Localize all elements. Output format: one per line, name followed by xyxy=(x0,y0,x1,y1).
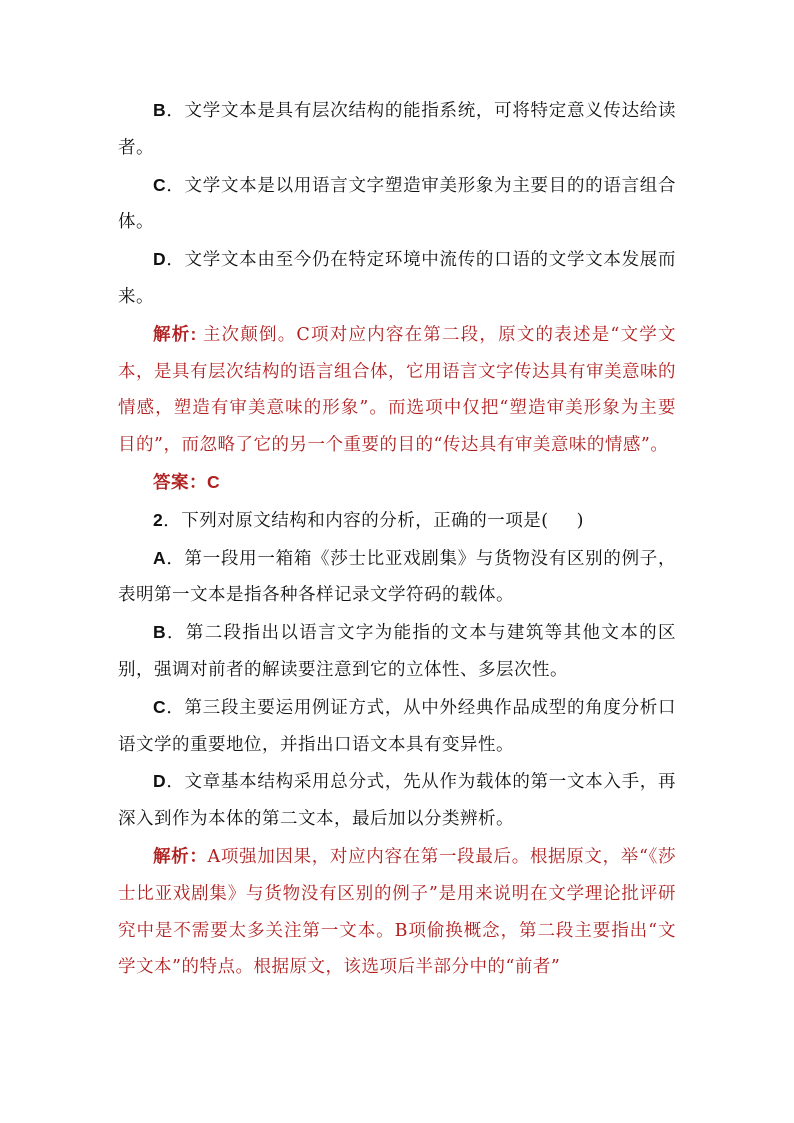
option-letter: A xyxy=(153,547,167,568)
option-text: ．文学文本是具有层次结构的能指系统，可将特定意义传达给读者。 xyxy=(118,101,676,158)
q2-analysis xyxy=(118,838,676,986)
analysis-label: 解析 xyxy=(153,323,191,344)
question-text: ．下列对原文结构和内容的分析，正确的一项是( xyxy=(163,510,549,531)
answer-separator: ： xyxy=(189,471,207,492)
option-text: ．文学文本由至今仍在特定环境中流传的口语的文学文本发展而来。 xyxy=(118,250,676,307)
q2-stem xyxy=(118,502,676,540)
option-letter: C xyxy=(153,174,167,195)
question-text-end: ) xyxy=(576,510,584,531)
question-number: 2 xyxy=(153,509,164,530)
q2-option-b xyxy=(118,614,676,689)
option-text: ．文章基本结构采用总分式，先从作为载体的第一文本入手，再深入到作为本体的第二文本，最后加以分类辨析。 xyxy=(118,772,676,830)
q2-option-d xyxy=(118,763,676,838)
option-letter: C xyxy=(153,696,167,717)
q1-answer xyxy=(118,464,676,502)
option-letter: D xyxy=(153,249,167,270)
q1-option-d xyxy=(118,241,676,316)
option-letter: D xyxy=(153,771,167,792)
option-letter: B xyxy=(153,100,167,120)
q1-option-c xyxy=(118,167,676,242)
q1-analysis xyxy=(118,316,676,464)
analysis-label: 解析 xyxy=(153,845,190,866)
option-letter: B xyxy=(153,622,167,643)
document-page xyxy=(118,92,676,986)
q2-option-a xyxy=(118,540,676,615)
answer-value: C xyxy=(207,471,221,492)
option-text: ．第三段主要运用例证方式，从中外经典作品成型的角度分析口语文学的重要地位，并指出口语文本具有变异性。 xyxy=(118,697,676,755)
q2-option-c xyxy=(118,689,676,764)
option-text: ．文学文本是以用语言文字塑造审美形象为主要目的的语言组合体。 xyxy=(118,175,676,233)
analysis-text: 主次颠倒。C项对应内容在第二段，原文的表述是“文学文本，是具有层次结构的语言组合体，它用语言文字传达具有审美意味的情感，塑造有审美意味的形象”。而选项中仅把“塑造审美形象为主要目的”，而忽略了它的另一个重要的目的“传达具有审美意味的情感”。 xyxy=(118,324,676,456)
analysis-separator: : xyxy=(190,323,203,344)
q1-option-b xyxy=(118,92,676,167)
answer-label: 答案 xyxy=(153,471,189,492)
analysis-separator: ： xyxy=(189,845,208,866)
option-text: ．第一段用一箱箱《莎士比亚戏剧集》与货物没有区别的例子，表明第一文本是指各种各样记录文学符码的载体。 xyxy=(118,548,676,606)
option-text: ．第二段指出以语言文字为能指的文本与建筑等其他文本的区别，强调对前者的解读要注意到它的立体性、多层次性。 xyxy=(118,623,676,680)
analysis-text: A项强加因果，对应内容在第一段最后。根据原文，举“《莎士比亚戏剧集》与货物没有区别的例子”是用来说明在文学理论批评研究中是不需要太多关注第一文本。B项偷换概念，第二段主要指出“文学文本”的特点。根据原文，该选项后半部分中的“前者” xyxy=(118,846,677,978)
